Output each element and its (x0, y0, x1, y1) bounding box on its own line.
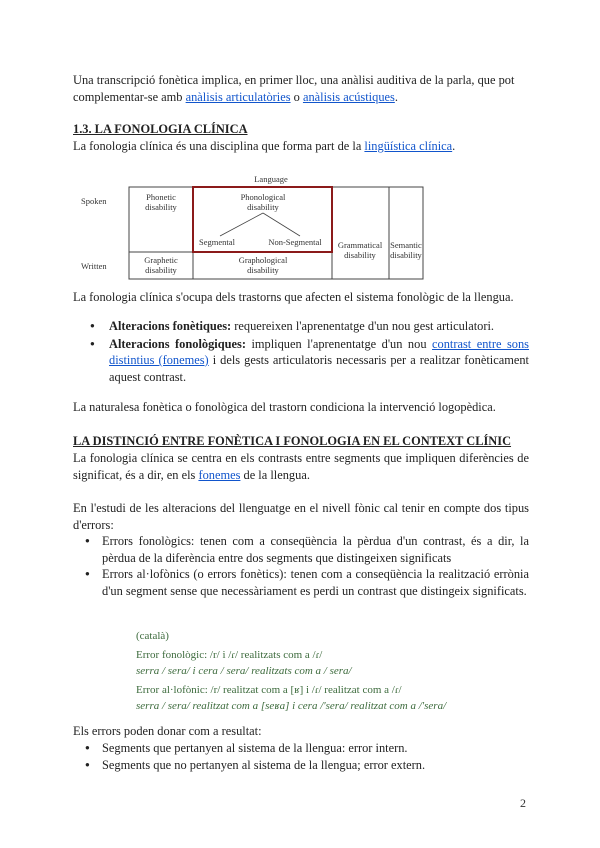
paragraph-trastorns: La fonologia clínica s'ocupa dels trastorns que afecten el sistema fonològic de la llengua. (73, 290, 514, 304)
intro-line-1: Una transcripció fonètica implica, en primer lloc, una anàlisi auditiva de la parla, que pot (73, 73, 515, 87)
page-number: 2 (520, 796, 526, 810)
fig-segmental: Segmental (199, 237, 235, 247)
section2-text-b: de la llengua. (240, 468, 310, 482)
intro-text-b: o (290, 90, 303, 104)
fig-graphetic-1: Graphetic (144, 255, 178, 265)
alteracions-list (73, 318, 529, 385)
bullet-icon: ● (85, 536, 90, 545)
section2-title: LA DISTINCIÓ ENTRE FONÈTICA I FONOLOGIA EN EL CONTEXT CLÍNIC (73, 434, 512, 448)
section-text-b: . (452, 139, 456, 153)
section-title: 1.3. LA FONOLOGIA CLÍNICA (73, 122, 248, 136)
bullet-icon: ● (90, 338, 95, 348)
list-item-errors-alofonics (73, 566, 529, 599)
text-error-intern: Segments que pertanyen al sistema de la llengua: error intern. (102, 741, 408, 755)
list-item-errors-fonologics (73, 533, 529, 566)
example-block (136, 628, 446, 714)
paragraph-resultat: Els errors poden donar com a resultat: (73, 724, 262, 738)
link-fonemes[interactable]: fonemes (198, 468, 241, 482)
text-errors-alofonics: Errors al·lofònics (o errors fonètics): tenen com a conseqüència la realització errònia d'un segment sense que necessàriament es perdi un contrast que distingeix significats. (102, 567, 529, 598)
section2-paragraph (73, 450, 529, 484)
language-disability-diagram (73, 172, 433, 282)
paragraph-naturalesa: La naturalesa fonètica o fonològica del trastorn condiciona la intervenció logopèdica. (73, 400, 496, 414)
list-item-fonologiques (73, 336, 529, 386)
link-analisis-articulatories[interactable]: anàlisis articulatòries (185, 90, 291, 104)
errors-list (73, 533, 529, 599)
intro-line-2 (73, 89, 398, 106)
section-paragraph (73, 138, 455, 155)
fig-phonological-2: disability (247, 202, 279, 212)
link-analisis-acustiques[interactable]: anàlisis acústiques (302, 90, 395, 104)
fig-spoken: Spoken (81, 196, 107, 206)
fig-semantic-2: disability (390, 250, 422, 260)
fig-semantic-1: Semantic (390, 240, 422, 250)
bullet-icon: ● (85, 759, 90, 769)
fig-graphological-1: Graphological (238, 255, 288, 265)
link-contrast-sons[interactable]: contrast entre sons distintius (fonemes) (109, 336, 530, 367)
bullet-icon: ● (90, 321, 95, 330)
link-linguistica-clinica[interactable]: lingüística clínica (364, 139, 453, 153)
fig-grammatical-2: disability (344, 250, 376, 260)
label-fonologiques: Alteracions fonològiques: (109, 336, 246, 351)
example-language: (català) (136, 630, 169, 642)
section-text-a: La fonologia clínica és una disciplina que forma part de la (73, 139, 365, 153)
fig-grammatical-1: Grammatical (337, 240, 383, 250)
fig-graphetic-2: disability (145, 265, 177, 275)
example-alofonic: Error al·lofònic: /r/ realitzat com a [ʁ] i /ɾ/ realitzat com a /ɾ/ (136, 684, 402, 696)
list-item-fonetiques (73, 318, 529, 335)
resultat-list (73, 740, 529, 773)
label-fonetiques: Alteracions fonètiques: (109, 319, 232, 333)
text-fonetiques: requereixen l'aprenentatge d'un nou gest articulatori. (231, 319, 495, 333)
bullet-icon: ● (85, 569, 90, 578)
example-fonologic: Error fonològic: /r/ i /ɾ/ realitzats com a /ɾ/ (136, 649, 323, 661)
fig-language: Language (254, 174, 288, 184)
fig-phonetic-2: disability (145, 202, 177, 212)
fig-graphological-2: disability (247, 265, 279, 275)
example-fonologic-words: serra / sera/ i cera / sera/ realitzats com a / sera/ (136, 665, 352, 677)
text-fonologiques-b: i dels gests articulatoris necessaris per a realitzar fonèticament aquest contrast. (109, 353, 529, 384)
intro-text-c: . (394, 90, 398, 104)
example-alofonic-words: serra / sera/ realitzat com a [seʁa] i cera /'sera/ realitzat com a /'sera/ (136, 700, 447, 712)
paragraph-estudi: En l'estudi de les alteracions del llenguatge en el nivell fònic cal tenir en compte dos tipus d'errors: (73, 501, 529, 532)
fig-phonological-1: Phonological (240, 192, 286, 202)
fig-branch-right (263, 213, 300, 236)
text-error-extern: Segments que no pertanyen al sistema de la llengua; error extern. (102, 757, 426, 772)
fig-written: Written (81, 261, 107, 271)
fig-nonsegmental: Non-Segmental (268, 237, 322, 247)
section2-text-a: La fonologia clínica se centra en els contrasts entre segments que impliquen diferències de significat, és a dir, en els (73, 451, 529, 482)
list-item-error-intern (73, 740, 529, 757)
fig-phonetic-1: Phonetic (146, 192, 176, 202)
intro-text-a: complementar-se amb (73, 90, 186, 104)
list-item-error-extern (73, 757, 529, 774)
bullet-icon: ● (85, 743, 90, 752)
text-errors-fonologics: Errors fonològics: tenen com a conseqüència la pèrdua d'un contrast, és a dir, la pèrdua de la diferència entre dos segments que distingeixen significats (102, 534, 529, 565)
text-fonologiques-a: impliquen l'aprenentatge d'un nou (245, 336, 433, 351)
fig-branch-left (220, 213, 263, 236)
